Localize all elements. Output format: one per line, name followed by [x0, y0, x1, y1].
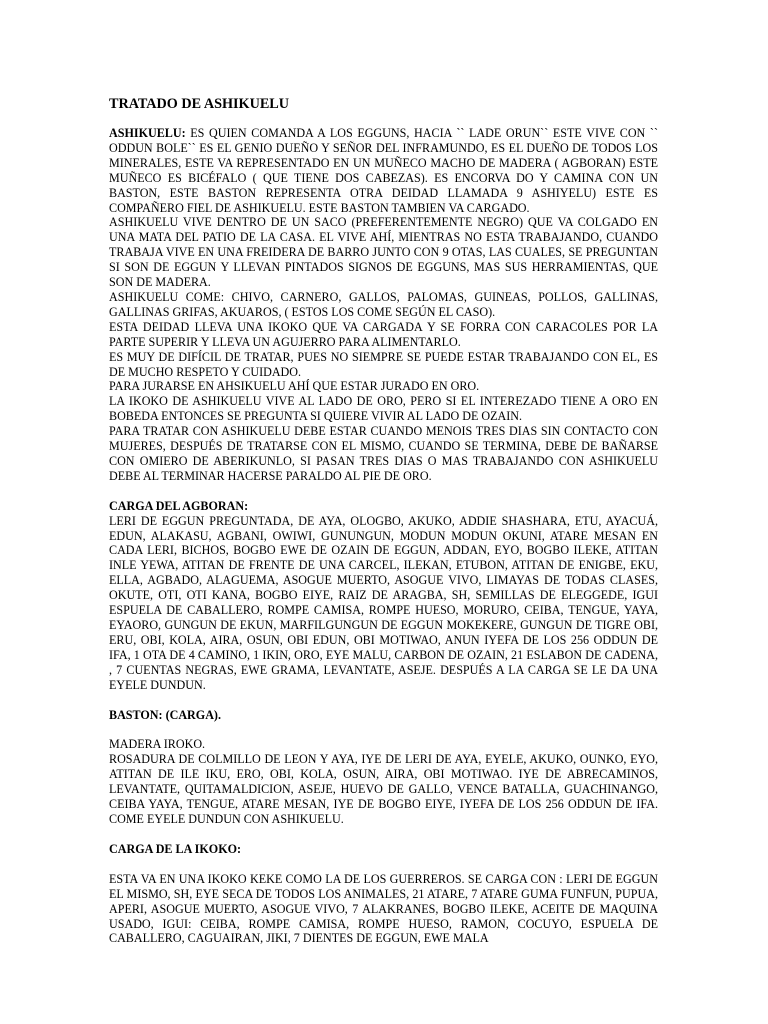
paragraph-tratar: PARA TRATAR CON ASHIKUELU DEBE ESTAR CUANDO MENOIS TRES DIAS SIN CONTACTO CON MUJERES, DESPUÉS DE TRATARSE CON EL MISMO, CUANDO SE TERMINA, DEBE DE BAÑARSE CON OMIERO DE ABERIKUNLO, SI PASAN TRES DIAS O MAS TRABAJANDO CON ASHIKUELU DEBE AL TERMINAR HACERSE PARALDO AL PIE DE ORO. — [109, 424, 658, 483]
paragraph-come: ASHIKUELU COME: CHIVO, CARNERO, GALLOS, PALOMAS, GUINEAS, POLLOS, GALLINAS, GALLINAS GRIFAS, AKUAROS, ( ESTOS LOS COME SEGÚN EL CASO). — [109, 289, 658, 319]
section-heading-ikoko: CARGA DE LA IKOKO: — [109, 841, 242, 856]
document-title: TRATADO DE ASHIKUELU — [109, 96, 290, 112]
intro-paragraph — [109, 126, 658, 215]
paragraph-ikoko: ESTA DEIDAD LLEVA UNA IKOKO QUE VA CARGADA Y SE FORRA CON CARACOLES POR LA PARTE SUPERIR Y LLEVA UN AGUJERRO PARA ALIMENTARLO. — [109, 319, 658, 349]
baston-text: ROSADURA DE COLMILLO DE LEON Y AYA, IYE DE LERI DE AYA, EYELE, AKUKO, OUNKO, EYO, ATITAN DE ILE IKU, ERO, OBI, KOLA, OSUN, AIRA, OBI MOTIWAO. IYE DE ABRECAMINOS, LEVANTATE, QUITAMALDICION, ASEJE, HUEVO DE GALLO, VENCE BATALLA, GUACHINANGO, CEIBA YAYA, TENGUE, ATARE MESAN, IYE DE BOGBO EIYE, IYEFA DE LOS 256 ODDUN DE IFA. COME EYELE DUNDUN CON ASHIKUELU. — [109, 752, 658, 826]
intro-label: ASHIKUELU: — [109, 126, 186, 140]
ikoko-text: ESTA VA EN UNA IKOKO KEKE COMO LA DE LOS GUERREROS. SE CARGA CON : LERI DE EGGUN EL MISMO, SH, EYE SECA DE TODOS LOS ANIMALES, 21 ATARE, 7 ATARE GUMA FUNFUN, PUPUA, APERI, ASOGUE MUERTO, ASOGUE VIVO, 7 ALAKRANES, BOGBO ILEKE, ACEITE DE MAQUINA USADO, IGUI: CEIBA, ROMPE CAMISA, ROMPE HUESO, RAMON, COCUYO, ESPUELA DE CABALLERO, CAGUAIRAN, JIKI, 7 DIENTES DE EGGUN, EWE MALA — [109, 871, 658, 946]
section-heading-agboran: CARGA DEL AGBORAN: — [109, 498, 249, 513]
document-body — [109, 95, 658, 946]
agboran-text: LERI DE EGGUN PREGUNTADA, DE AYA, OLOGBO, AKUKO, ADDIE SHASHARA, ETU, AYACUÁ, EDUN, ALAKASU, AGBANI, OWIWI, GUNUNGUN, MODUN MODUN OKUNI, ATARE MESAN EN CADA LERI, BICHOS, BOGBO EWE DE OZAIN DE EGGUN, ADDAN, EYO, BOGBO ILEKE, ATITAN INLE YEWA, ATITAN DE FRENTE DE UNA CARCEL, ILEKAN, ETUBON, ATITAN DE ENIGBE, EKU, ELLA, AGBADO, ALAGUEMA, ASOGUE MUERTO, ASOGUE VIVO, LIMAYAS DE TODAS CLASES, OKUTE, OTI, OTI KANA, BOGBO EIYE, RAIZ DE ARAGBA, SH, SEMILLAS DE ELEGGEDE, IGUI ESPUELA DE CABALLERO, ROMPE CAMISA, ROMPE HUESO, MORURO, CEIBA, TENGUE, YAYA, EYAORO, GUNGUN DE EKUN, MARFILGUNGUN DE EGGUN MOKEKERE, GUNGUN DE TIGRE OBI, ERU, OBI, KOLA, AIRA, OSUN, OBI EDUN, OBI MOTIWAO, ANUN IYEFA DE LOS 256 ODDUN DE IFA, 1 OTA DE 4 CAMINO, 1 IKIN, ORO, EYE MALU, CARBON DE OZAIN, 21 ESLABON DE CADENA, , 7 CUENTAS NEGRAS, EWE GRAMA, LEVANTATE, ASEJE. DESPUÉS A LA CARGA SE LE DA UNA EYELE DUNDUN. — [109, 513, 658, 692]
paragraph-dificil: ES MUY DE DIFÍCIL DE TRATAR, PUES NO SIEMPRE SE PUEDE ESTAR TRABAJANDO CON EL, ES DE MUCHO RESPETO Y CUIDADO. — [109, 349, 658, 379]
paragraph-saco: ASHIKUELU VIVE DENTRO DE UN SACO (PREFERENTEMENTE NEGRO) QUE VA COLGADO EN UNA MATA DEL PATIO DE LA CASA. EL VIVE AHÍ, MIENTRAS NO ESTA TRABAJANDO, CUANDO TRABAJA VIVE EN UNA FREIDERA DE BARRO JUNTO CON 9 OTAS, LAS CUALES, SE PREGUNTAN SI SON DE EGGUN Y LLEVAN PINTADOS SIGNOS DE EGGUNS, MAS SUS HERRAMIENTAS, QUE SON DE MADERA. — [109, 215, 658, 290]
baston-wood: MADERA IROKO. — [109, 737, 206, 752]
paragraph-lado-oro: LA IKOKO DE ASHIKUELU VIVE AL LADO DE ORO, PERO SI EL INTEREZADO TIENE A ORO EN BOBEDA ENTONCES SE PREGUNTA SI QUIERE VIVIR AL LADO DE OZAIN. — [109, 394, 658, 424]
paragraph-jurarse: PARA JURARSE EN AHSIKUELU AHÍ QUE ESTAR JURADO EN ORO. — [109, 379, 480, 394]
section-heading-baston: BASTON: (CARGA). — [109, 707, 221, 722]
intro-text: ES QUIEN COMANDA A LOS EGGUNS, HACIA `` LADE ORUN`` ESTE VIVE CON `` ODDUN BOLE`` ES EL GENIO DUEÑO Y SEÑOR DEL INFRAMUNDO, ES EL DUEÑO DE TODOS LOS MINERALES, ESTE VA REPRESENTADO EN UN MUÑECO MACHO DE MADERA ( AGBORAN) ESTE MUÑECO ES BICÉFALO ( QUE TIENE DOS CABEZAS). ES ENCORVA DO Y CAMINA CON UN BASTON, ESTE BASTON REPRESENTA OTRA DEIDAD LLAMADA 9 ASHIYELU) ESTE ES COMPAÑERO FIEL DE ASHIKUELU. ESTE BASTON TAMBIEN VA CARGADO. — [109, 126, 658, 215]
